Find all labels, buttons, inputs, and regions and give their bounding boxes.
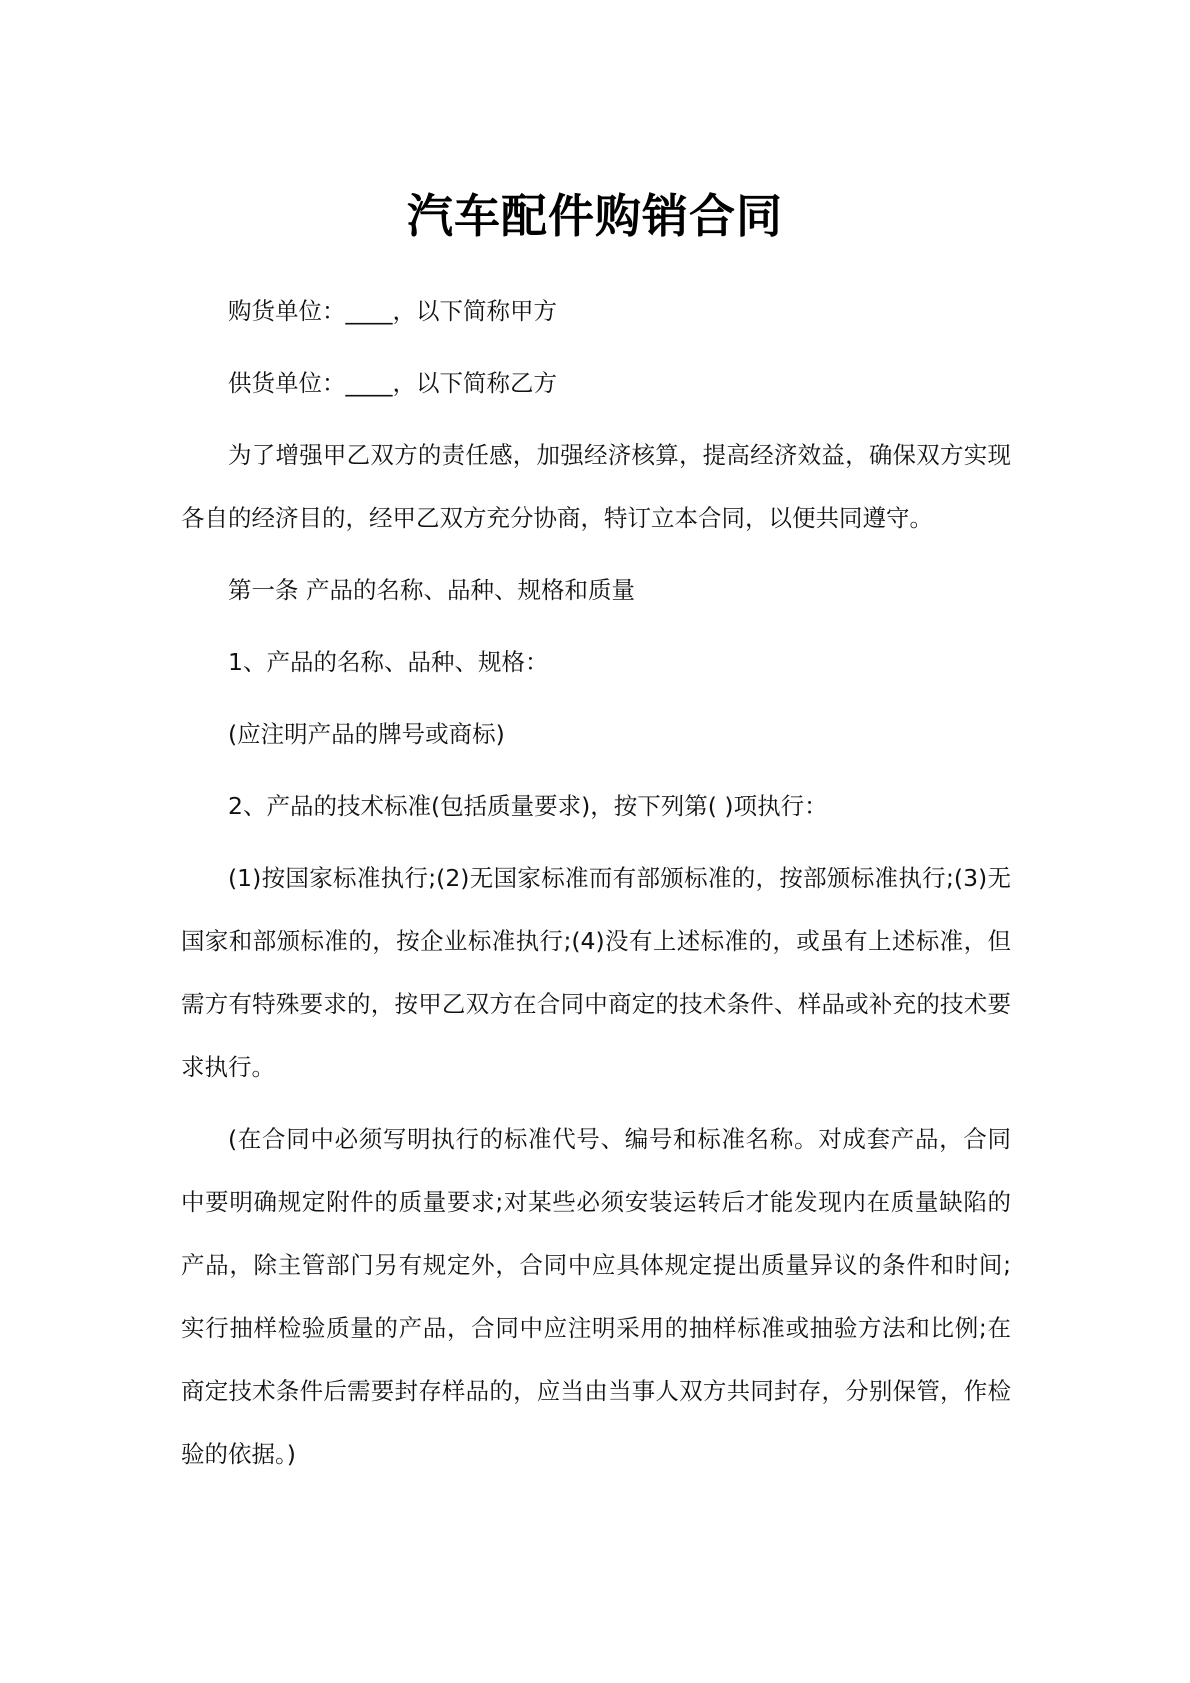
paragraph-item-2: 2、产品的技术标准(包括质量要求)，按下列第( )项执行：: [228, 792, 828, 820]
document-body: [181, 280, 1011, 1486]
paragraph-preamble: 为了增强甲乙双方的责任感，加强经济核算，提高经济效益，确保双方实现各自的经济目的，经甲乙双方充分协商，特订立本合同，以便共同遵守。: [181, 441, 1011, 532]
document-title: 汽车配件购销合同: [407, 189, 783, 243]
paragraph-brand-note: (应注明产品的牌号或商标): [228, 720, 505, 748]
paragraph-standards-note: (在合同中必须写明执行的标准代号、编号和标准名称。对成套产品，合同中要明确规定附件的质量要求;对某些必须安装运转后才能发现内在质量缺陷的产品，除主管部门另有规定外，合同中应具体规定提出质量异议的条件和时间;实行抽样检验质量的产品，合同中应注明采用的抽样标准或抽验方法和比例;在商定技术条件后需要封存样品的，应当由当事人双方共同封存，分别保管，作检验的依据。): [181, 1125, 1011, 1468]
paragraph-standards-options: (1)按国家标准执行;(2)无国家标准而有部颁标准的，按部颁标准执行;(3)无国家和部颁标准的，按企业标准执行;(4)没有上述标准的，或虽有上述标准，但需方有特殊要求的，按甲乙双方在合同中商定的技术条件、样品或补充的技术要求执行。: [181, 864, 1011, 1081]
paragraph-supplier: 供货单位：____，以下简称乙方: [228, 369, 557, 397]
paragraph-article-1-heading: 第一条 产品的名称、品种、规格和质量: [228, 576, 635, 604]
paragraph-buyer: 购货单位：____，以下简称甲方: [228, 297, 557, 325]
paragraph-item-1: 1、产品的名称、品种、规格：: [228, 648, 549, 676]
